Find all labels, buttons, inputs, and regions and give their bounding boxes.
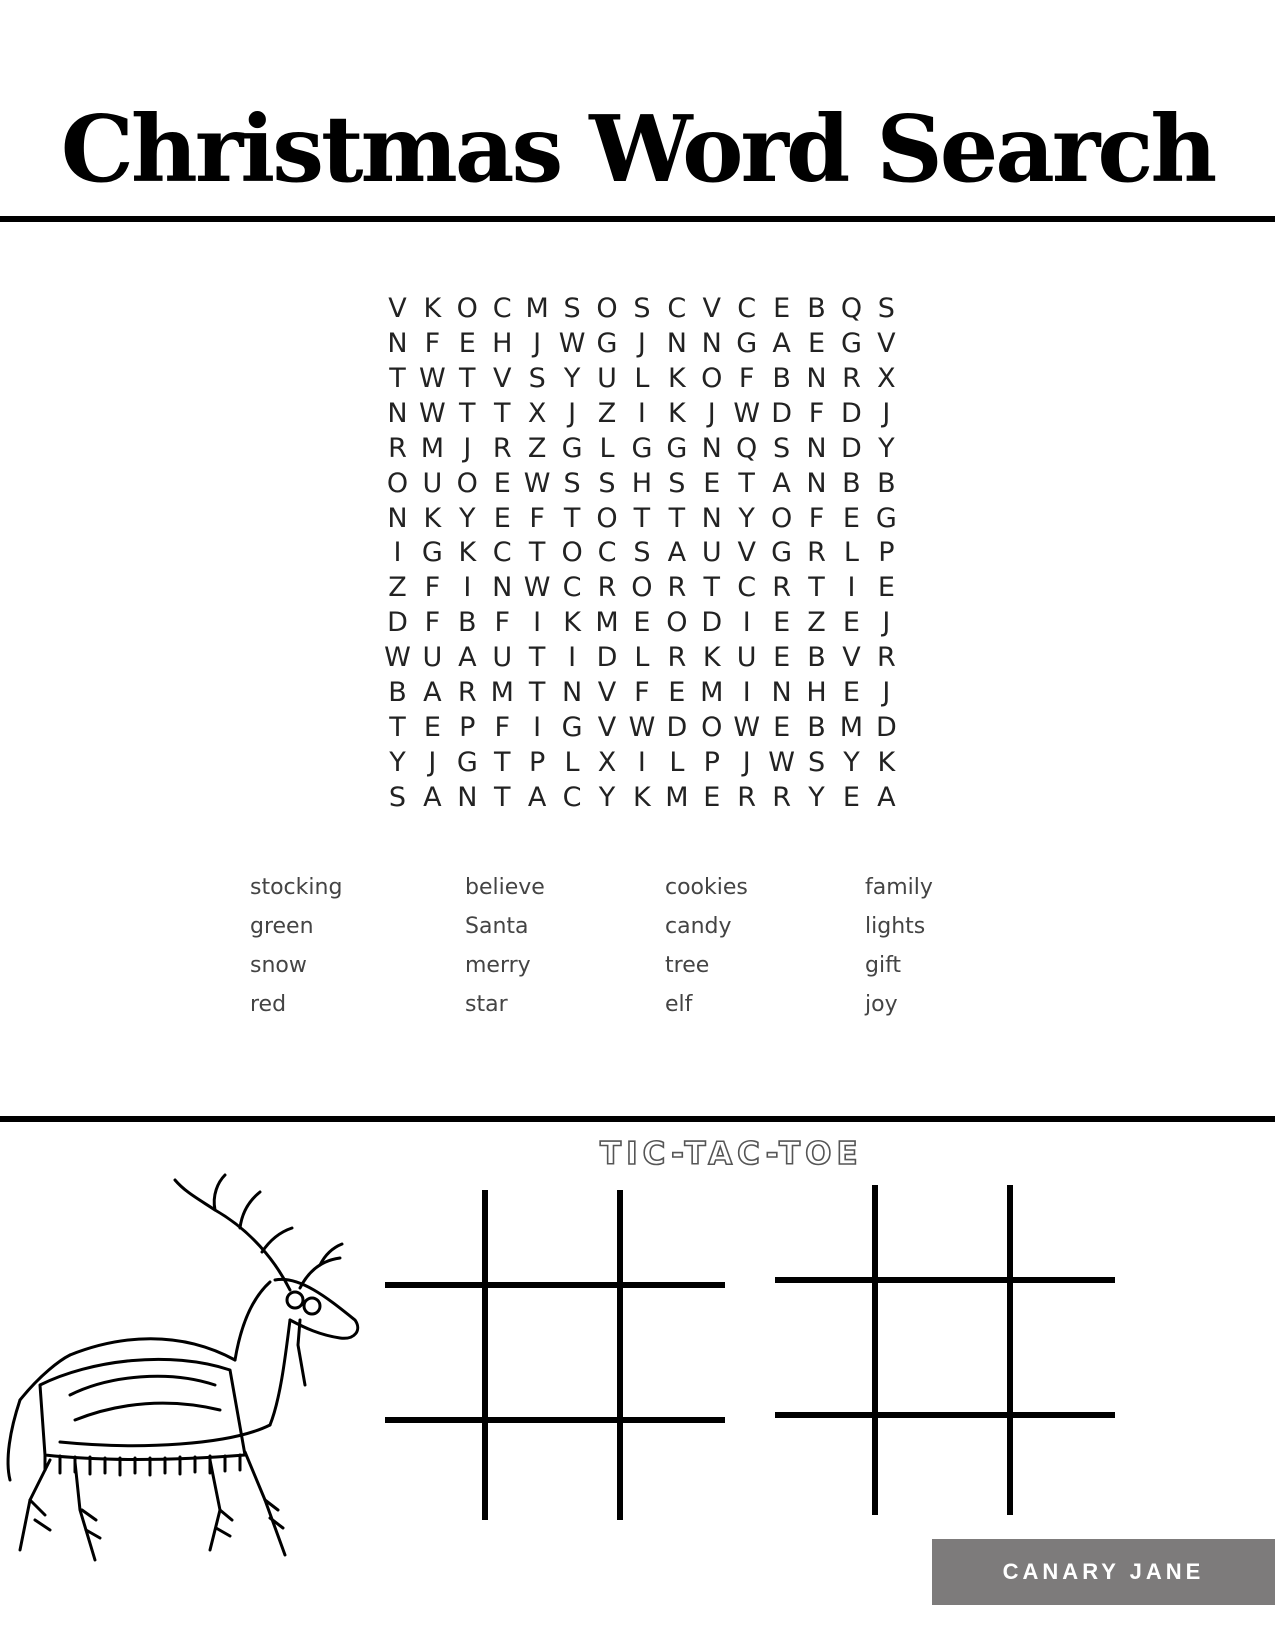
grid-row xyxy=(380,432,904,467)
grid-letter: V xyxy=(597,677,617,709)
grid-letter: G xyxy=(561,432,583,464)
grid-letter: P xyxy=(878,537,895,569)
grid-row xyxy=(380,641,904,676)
grid-letter: D xyxy=(596,642,618,674)
grid-letter: F xyxy=(424,572,441,604)
grid-letter: R xyxy=(876,642,896,674)
grid-letter: C xyxy=(667,293,687,324)
grid-letter: R xyxy=(807,537,826,569)
grid-letter: J xyxy=(882,677,891,709)
grid-letter: E xyxy=(668,677,686,709)
grid-letter: G xyxy=(561,712,583,744)
grid-letter: T xyxy=(738,467,755,499)
grid-letter: G xyxy=(736,327,758,359)
grid-letter: U xyxy=(701,537,722,569)
grid-row xyxy=(380,467,904,502)
grid-letter: B xyxy=(877,467,896,499)
grid-letter: E xyxy=(458,327,476,359)
grid-letter: E xyxy=(842,677,860,709)
grid-letter: K xyxy=(423,293,442,324)
grid-letter: E xyxy=(773,607,791,639)
grid-letter: D xyxy=(875,712,897,744)
grid-letter: K xyxy=(458,537,477,569)
grid-letter: V xyxy=(597,712,617,744)
grid-letter: I xyxy=(533,712,542,744)
word-list-item: tree xyxy=(665,953,710,978)
grid-letter: I xyxy=(393,537,402,569)
grid-letter: A xyxy=(877,781,896,813)
grid-letter: V xyxy=(702,293,721,324)
grid-letter: R xyxy=(667,642,687,674)
grid-letter: T xyxy=(563,502,581,534)
grid-letter: W xyxy=(523,467,551,499)
word-list-item: family xyxy=(865,875,933,900)
grid-letter: U xyxy=(422,642,443,674)
grid-letter: N xyxy=(701,327,722,359)
grid-letter: T xyxy=(459,362,476,394)
grid-letter: M xyxy=(665,781,689,813)
grid-letter: D xyxy=(387,607,408,639)
grid-letter: S xyxy=(563,467,581,499)
reindeer-illustration xyxy=(0,1170,365,1570)
grid-letter: R xyxy=(772,781,791,813)
grid-letter: U xyxy=(597,362,617,394)
grid-letter: C xyxy=(737,293,757,324)
grid-letter: U xyxy=(736,642,757,674)
grid-letter: T xyxy=(493,781,511,813)
grid-letter: Y xyxy=(878,432,895,464)
grid-letter: H xyxy=(806,677,827,709)
grid-letter: K xyxy=(667,362,686,394)
grid-letter: N xyxy=(701,502,722,534)
grid-letter: L xyxy=(634,642,650,674)
grid-letter: S xyxy=(807,746,826,778)
grid-letter: G xyxy=(771,537,793,569)
grid-letter: W xyxy=(419,397,446,429)
grid-letter: D xyxy=(771,397,792,429)
word-list-item: elf xyxy=(665,992,693,1017)
word-list-item: Santa xyxy=(465,914,529,939)
grid-letter: F xyxy=(494,712,510,744)
grid-letter: T xyxy=(668,502,686,534)
grid-letter: N xyxy=(806,432,827,464)
grid-letter: E xyxy=(807,327,826,359)
grid-letter: I xyxy=(742,607,751,639)
top-divider xyxy=(0,216,1275,222)
grid-letter: E xyxy=(493,467,511,499)
grid-letter: J xyxy=(463,432,472,464)
grid-letter: N xyxy=(771,677,792,709)
grid-letter: J xyxy=(707,397,716,429)
grid-letter: X xyxy=(877,362,896,394)
grid-letter: O xyxy=(770,502,793,534)
grid-letter: W xyxy=(768,746,795,778)
grid-letter: O xyxy=(701,712,723,744)
grid-letter: C xyxy=(562,781,582,813)
grid-letter: L xyxy=(599,432,615,464)
grid-letter: F xyxy=(424,607,441,639)
grid-letter: E xyxy=(773,642,791,674)
grid-letter: U xyxy=(422,467,443,499)
grid-letter: S xyxy=(388,781,407,813)
grid-letter: S xyxy=(598,467,616,499)
word-list-item: cookies xyxy=(665,875,748,900)
grid-letter: S xyxy=(668,467,686,499)
grid-letter: R xyxy=(842,362,861,394)
grid-row xyxy=(380,711,904,746)
grid-letter: F xyxy=(529,502,545,534)
grid-letter: I xyxy=(568,642,577,674)
grid-letter: W xyxy=(733,712,761,744)
grid-letter: I xyxy=(742,677,751,709)
grid-letter: Y xyxy=(598,781,616,813)
grid-letter: T xyxy=(633,502,651,534)
grid-letter: Y xyxy=(389,746,406,778)
word-list-item: red xyxy=(250,992,287,1017)
grid-letter: D xyxy=(841,397,862,429)
grid-letter: Y xyxy=(563,362,581,394)
grid-letter: N xyxy=(387,327,408,359)
word-list-item: lights xyxy=(865,914,926,939)
grid-letter: B xyxy=(842,467,861,499)
grid-letter: A xyxy=(772,327,791,359)
grid-letter: Y xyxy=(738,502,755,534)
grid-letter: U xyxy=(492,642,513,674)
grid-letter: T xyxy=(808,572,825,604)
grid-letter: S xyxy=(877,293,895,324)
grid-letter: A xyxy=(772,467,791,499)
grid-letter: F xyxy=(634,677,650,709)
grid-letter: K xyxy=(563,607,581,639)
grid-letter: W xyxy=(558,327,586,359)
grid-letter: O xyxy=(456,467,478,499)
grid-letter: D xyxy=(701,607,723,639)
grid-letter: J xyxy=(742,746,751,778)
grid-letter: H xyxy=(492,327,513,359)
grid-letter: S xyxy=(633,537,651,569)
grid-letter: L xyxy=(843,537,859,569)
grid-letter: M xyxy=(839,712,864,744)
grid-letter: E xyxy=(842,781,860,813)
word-list-item: believe xyxy=(465,875,545,900)
grid-letter: O xyxy=(386,467,409,499)
grid-letter: J xyxy=(882,397,891,429)
grid-letter: E xyxy=(842,607,860,639)
grid-row xyxy=(380,676,904,711)
grid-row xyxy=(380,327,904,362)
grid-letter: E xyxy=(773,712,791,744)
grid-letter: S xyxy=(633,293,651,324)
grid-letter: O xyxy=(561,537,583,569)
grid-letter: C xyxy=(737,572,757,604)
grid-letter: A xyxy=(423,677,442,709)
grid-letter: I xyxy=(637,746,646,778)
grid-letter: E xyxy=(703,781,721,813)
grid-row xyxy=(380,502,904,537)
word-list-item: stocking xyxy=(250,875,343,900)
grid-letter: X xyxy=(597,746,617,778)
grid-letter: Y xyxy=(459,502,476,534)
grid-letter: L xyxy=(634,362,650,394)
grid-letter: F xyxy=(494,607,510,639)
grid-letter: Q xyxy=(840,293,863,324)
word-search-grid xyxy=(380,292,904,816)
tic-tac-toe-board-right xyxy=(775,1180,1115,1520)
grid-letter: R xyxy=(597,572,617,604)
grid-letter: E xyxy=(877,572,895,604)
grid-letter: E xyxy=(423,712,441,744)
grid-letter: N xyxy=(806,362,827,394)
grid-letter: T xyxy=(528,642,546,674)
grid-letter: N xyxy=(457,781,478,813)
grid-letter: A xyxy=(423,781,442,813)
grid-letter: Z xyxy=(597,397,617,429)
grid-letter: Q xyxy=(736,432,758,464)
word-list-item: joy xyxy=(865,992,898,1017)
grid-letter: O xyxy=(456,293,478,324)
grid-letter: V xyxy=(877,327,896,359)
grid-letter: R xyxy=(492,432,512,464)
grid-letter: N xyxy=(666,327,687,359)
grid-letter: O xyxy=(596,502,618,534)
grid-letter: R xyxy=(457,677,477,709)
grid-letter: L xyxy=(669,746,685,778)
grid-letter: F xyxy=(808,397,825,429)
grid-letter: J xyxy=(637,327,646,359)
grid-letter: E xyxy=(842,502,860,534)
grid-letter: Y xyxy=(843,746,860,778)
grid-letter: R xyxy=(737,781,757,813)
grid-letter: P xyxy=(459,712,476,744)
grid-letter: B xyxy=(772,362,791,394)
grid-letter: B xyxy=(458,607,477,639)
grid-letter: G xyxy=(666,432,688,464)
grid-letter: G xyxy=(875,502,897,534)
word-list-item: star xyxy=(465,992,508,1017)
grid-letter: T xyxy=(389,362,406,394)
grid-letter: C xyxy=(597,537,617,569)
grid-row xyxy=(380,536,904,571)
grid-letter: K xyxy=(877,746,896,778)
grid-letter: C xyxy=(492,537,512,569)
word-list-item: green xyxy=(250,914,314,939)
grid-letter: A xyxy=(667,537,687,569)
grid-letter: W xyxy=(384,642,411,674)
grid-letter: K xyxy=(702,642,721,674)
grid-letter: J xyxy=(428,746,437,778)
grid-row xyxy=(380,292,904,327)
grid-letter: H xyxy=(631,467,653,499)
grid-letter: B xyxy=(807,642,826,674)
grid-letter: W xyxy=(419,362,446,394)
grid-letter: T xyxy=(493,746,511,778)
grid-letter: N xyxy=(387,397,408,429)
tic-tac-toe-board-left xyxy=(385,1185,725,1525)
grid-letter: E xyxy=(633,607,651,639)
grid-letter: T xyxy=(528,537,546,569)
grid-letter: L xyxy=(564,746,580,778)
grid-letter: M xyxy=(700,677,724,709)
grid-letter: K xyxy=(633,781,651,813)
grid-letter: Y xyxy=(808,781,825,813)
grid-letter: B xyxy=(807,293,826,324)
grid-letter: N xyxy=(701,432,722,464)
grid-letter: T xyxy=(459,397,476,429)
grid-letter: K xyxy=(423,502,442,534)
grid-letter: G xyxy=(840,327,862,359)
grid-letter: G xyxy=(596,327,618,359)
word-list-item: candy xyxy=(665,914,732,939)
grid-row xyxy=(380,781,904,816)
grid-letter: T xyxy=(703,572,720,604)
grid-letter: O xyxy=(631,572,653,604)
grid-letter: P xyxy=(703,746,720,778)
grid-letter: D xyxy=(666,712,688,744)
grid-letter: G xyxy=(456,746,478,778)
grid-letter: T xyxy=(528,677,546,709)
grid-letter: W xyxy=(733,397,761,429)
grid-letter: E xyxy=(703,467,721,499)
grid-letter: O xyxy=(701,362,723,394)
grid-letter: F xyxy=(738,362,755,394)
grid-letter: P xyxy=(529,746,546,778)
grid-row xyxy=(380,606,904,641)
grid-letter: V xyxy=(492,362,512,394)
grid-letter: F xyxy=(424,327,441,359)
grid-letter: S xyxy=(528,362,546,394)
grid-letter: C xyxy=(562,572,582,604)
grid-letter: J xyxy=(533,327,542,359)
grid-letter: D xyxy=(841,432,862,464)
grid-letter: W xyxy=(523,572,551,604)
grid-letter: J xyxy=(882,607,891,639)
grid-row xyxy=(380,397,904,432)
grid-letter: O xyxy=(596,293,618,324)
grid-letter: Z xyxy=(527,432,547,464)
word-list-item: merry xyxy=(465,953,531,978)
grid-letter: X xyxy=(527,397,547,429)
grid-letter: B xyxy=(388,677,407,709)
grid-letter: M xyxy=(490,677,514,709)
grid-letter: G xyxy=(631,432,653,464)
grid-letter: N xyxy=(387,502,408,534)
grid-row xyxy=(380,362,904,397)
brand-label: CANARY JANE xyxy=(932,1539,1275,1605)
grid-letter: J xyxy=(568,397,577,429)
grid-letter: T xyxy=(493,397,511,429)
grid-letter: T xyxy=(389,712,406,744)
grid-letter: S xyxy=(563,293,581,324)
grid-letter: V xyxy=(842,642,861,674)
grid-letter: E xyxy=(773,293,791,324)
grid-letter: I xyxy=(463,572,472,604)
grid-letter: N xyxy=(561,677,583,709)
tic-tac-toe-title: TIC-TAC-TOE xyxy=(600,1136,863,1172)
grid-letter: E xyxy=(493,502,511,534)
grid-letter: K xyxy=(667,397,686,429)
grid-letter: N xyxy=(806,467,827,499)
word-list-item: gift xyxy=(865,953,902,978)
grid-letter: M xyxy=(595,607,619,639)
grid-letter: Z xyxy=(388,572,407,604)
grid-letter: B xyxy=(807,712,826,744)
grid-letter: O xyxy=(666,607,688,639)
grid-letter: A xyxy=(527,781,547,813)
grid-row xyxy=(380,571,904,606)
grid-letter: F xyxy=(808,502,825,534)
word-list-item: snow xyxy=(250,953,307,978)
grid-letter: N xyxy=(492,572,513,604)
grid-letter: R xyxy=(667,572,687,604)
grid-letter: V xyxy=(388,293,407,324)
grid-row xyxy=(380,746,904,781)
grid-letter: A xyxy=(458,642,477,674)
grid-letter: R xyxy=(388,432,407,464)
grid-letter: V xyxy=(737,537,756,569)
grid-letter: I xyxy=(847,572,856,604)
grid-letter: R xyxy=(772,572,791,604)
grid-letter: S xyxy=(773,432,791,464)
grid-letter: G xyxy=(421,537,443,569)
grid-letter: W xyxy=(628,712,656,744)
page-title: Christmas Word Search xyxy=(60,95,1215,203)
grid-letter: Z xyxy=(807,607,826,639)
grid-letter: C xyxy=(492,293,512,324)
grid-letter: M xyxy=(420,432,445,464)
grid-letter: M xyxy=(525,293,549,324)
grid-letter: I xyxy=(637,397,646,429)
grid-letter: I xyxy=(533,607,542,639)
middle-divider xyxy=(0,1116,1275,1122)
